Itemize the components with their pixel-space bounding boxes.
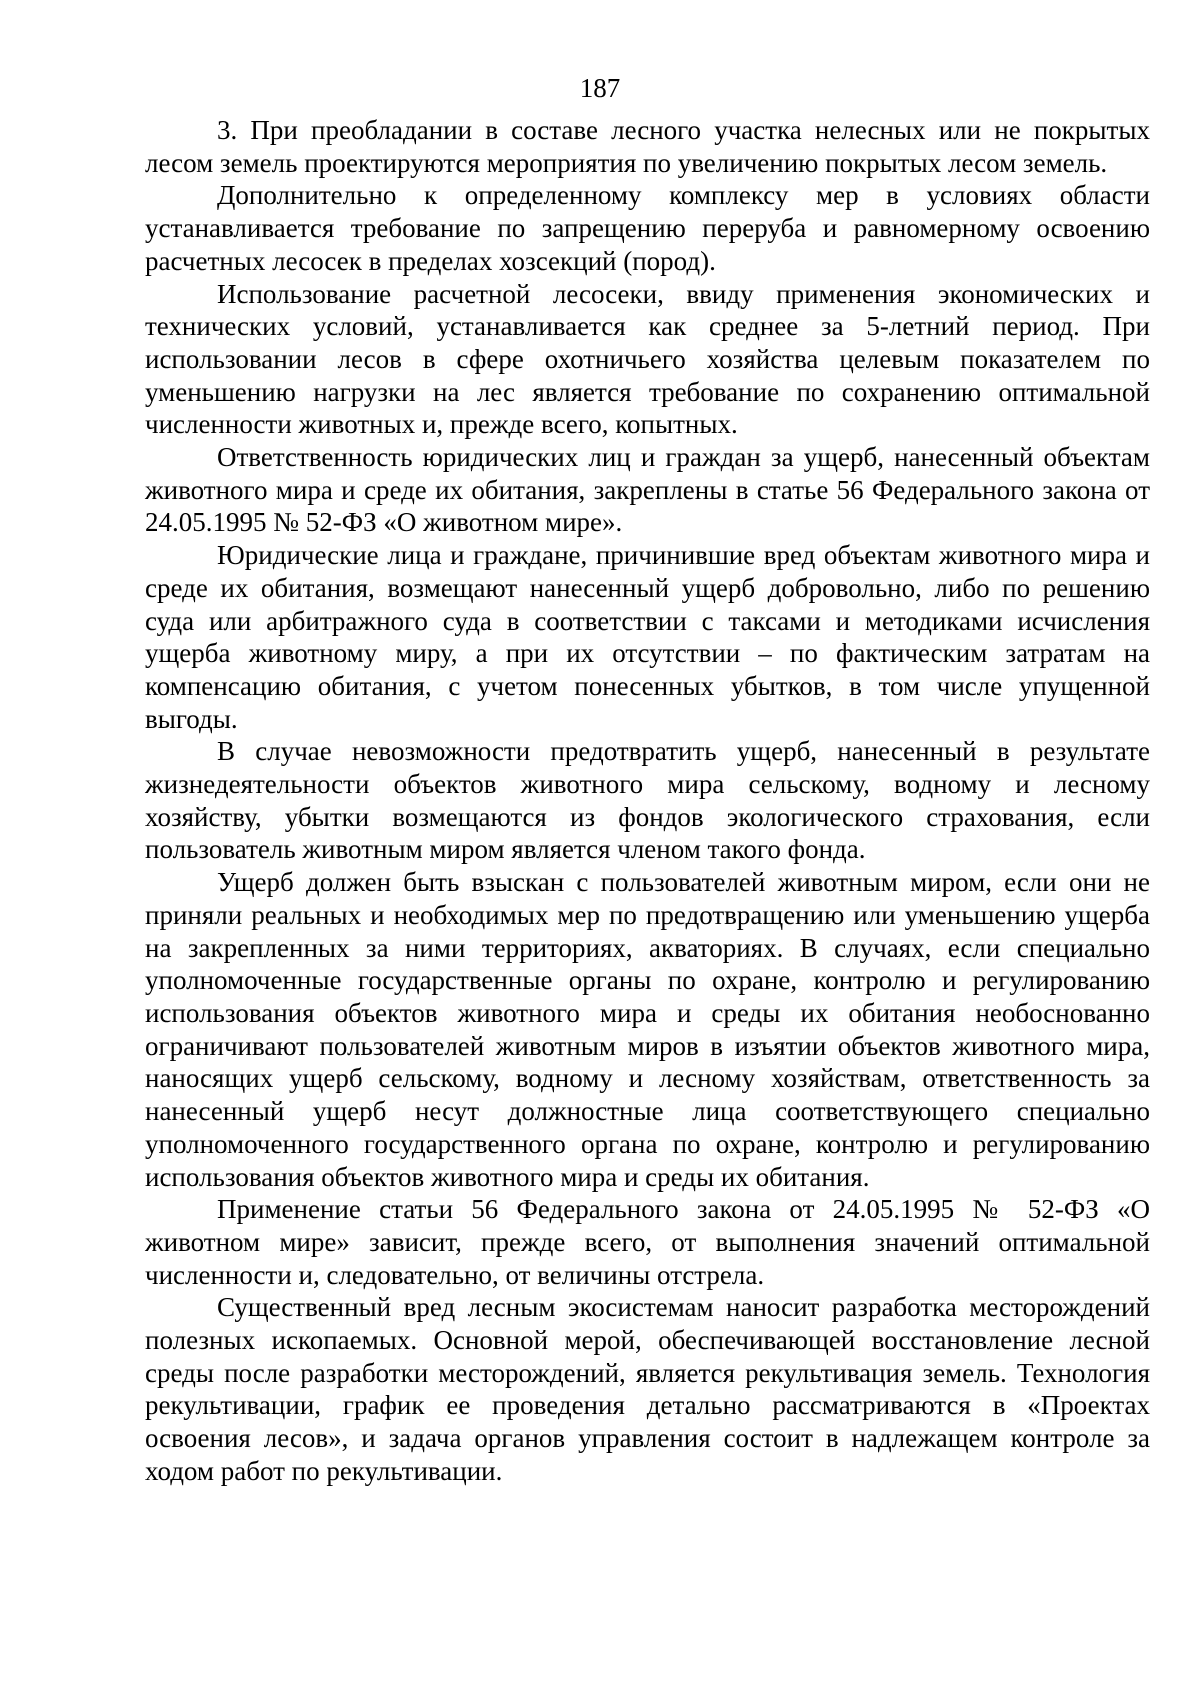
paragraph-9: Существенный вред лесным экосистемам наносит разработка месторождений полезных ископаемых. Основной мерой, обеспечивающей восстановление лесной среды после разработки месторождений, является рекультивация земель. Технология рекультивации, график ее проведения детально рассматриваются в «Проектах освоения лесов», и задача органов управления состоит в надлежащем контроле за ходом работ по рекультивации. [145,1292,1150,1486]
paragraph-3: Использование расчетной лесосеки, ввиду применения экономических и технических условий, устанавливается как среднее за 5-летний период. При использовании лесов в сфере охотничьего хозяйства целевым показателем по уменьшению нагрузки на лес является требование по сохранению оптимальной численности животных и, прежде всего, копытных. [145,278,1150,440]
paragraph-4: Ответственность юридических лиц и граждан за ущерб, нанесенный объектам животного мира и среде их обитания, закреплены в статье 56 Федерального закона от 24.05.1995 № 52-ФЗ «О животном мире». [145,442,1150,538]
page-number: 187 [579,73,621,103]
paragraph-7: Ущерб должен быть взыскан с пользователей животным миром, если они не приняли реальных и необходимых мер по предотвращению или уменьшению ущерба на закрепленных за ними территориях, акваториях. В случаях, если специально уполномоченные государственные органы по охране, контролю и регулированию использования объектов животного мира и среды их обитания необоснованно ограничивают пользователей животным миров в изъятии объектов животного мира, наносящих ущерб сельскому, водному и лесному хозяйствам, ответственность за нанесенный ущерб несут должностные лица соответствующего специально уполномоченного государственного органа по охране, контролю и регулированию использования объектов животного мира и среды их обитания. [145,867,1150,1192]
paragraph-1: 3. При преобладании в составе лесного участка нелесных или не покрытых лесом земель проектируются мероприятия по увеличению покрытых лесом земель. [145,115,1150,178]
paragraph-8: Применение статьи 56 Федерального закона от 24.05.1995 № 52-ФЗ «О животном мире» зависит, прежде всего, от выполнения значений оптимальной численности и, следовательно, от величины отстрела. [145,1194,1150,1290]
paragraph-5: Юридические лица и граждане, причинившие вред объектам животного мира и среде их обитания, возмещают нанесенный ущерб добровольно, либо по решению суда или арбитражного суда в соответствии с таксами и методиками исчисления ущерба животному миру, а при их отсутствии – по фактическим затратам на компенсацию обитания, с учетом понесенных убытков, в том числе упущенной выгоды. [145,540,1150,734]
paragraph-2: Дополнительно к определенному комплексу мер в условиях области устанавливается требование по запрещению переруба и равномерному освоению расчетных лесосек в пределах хозсекций (пород). [145,180,1150,276]
document-body [145,114,1150,1488]
paragraph-6: В случае невозможности предотвратить ущерб, нанесенный в результате жизнедеятельности объектов животного мира сельскому, водному и лесному хозяйству, убытки возмещаются из фондов экологического страхования, если пользователь животным миром является членом такого фонда. [145,736,1150,865]
